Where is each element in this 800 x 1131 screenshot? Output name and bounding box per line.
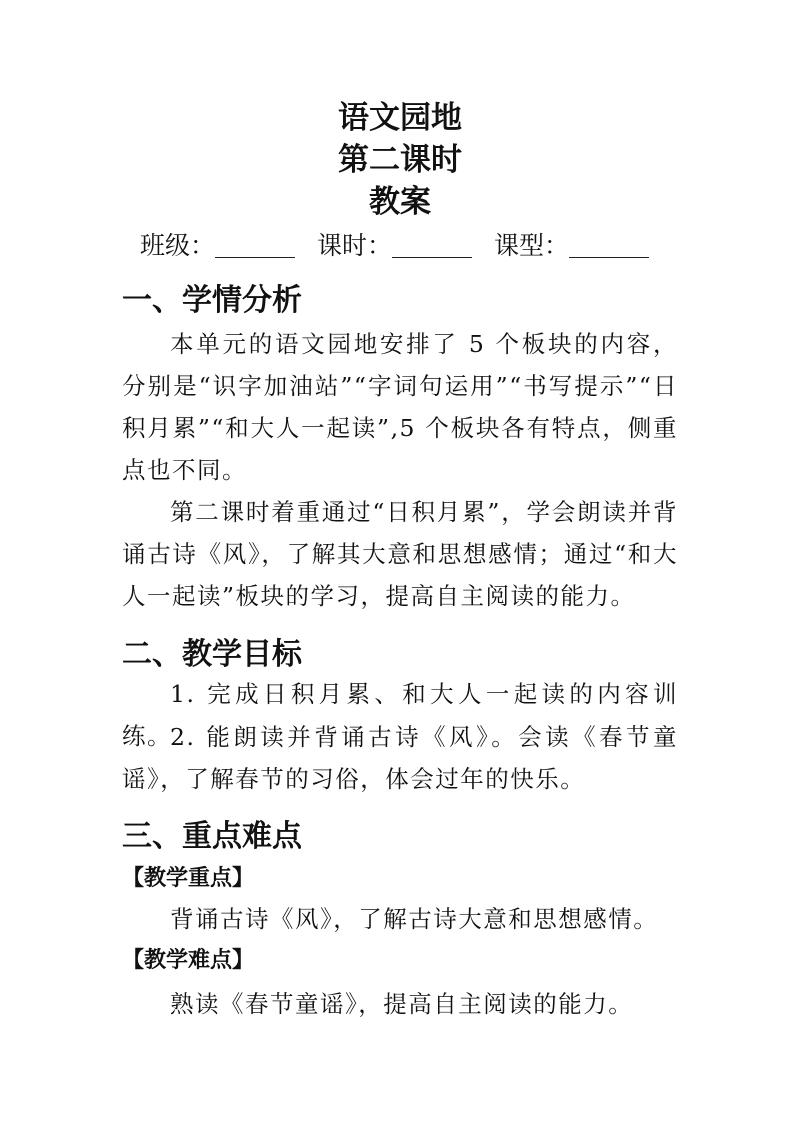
info-row	[140, 226, 680, 266]
analysis-paragraph-2: 第二课时着重通过“日积月累”，学会朗读并背诵古诗《风》，了解其大意和思想感情；通过“和大人一起读”板块的学习，提高自主阅读的能力。	[122, 498, 678, 610]
goal-item-2: 2. 能朗读并背诵古诗《风》。会读《春节童谣》，了解春节的习俗，体会过年的快乐。	[122, 723, 678, 793]
difficulty-label: 【教学难点】	[122, 948, 255, 973]
goal-item-1: 1. 完成日积月累、和大人一起读的内容训练。	[122, 680, 678, 750]
period-label: 课时：	[316, 231, 392, 260]
section-heading-goals: 二、教学目标	[122, 637, 302, 672]
class-label: 班级：	[140, 231, 216, 260]
section-heading-key-points: 三、重点难点	[122, 819, 302, 854]
type-field	[494, 226, 649, 266]
title-line-3: 教案	[369, 184, 431, 220]
type-label: 课型：	[493, 231, 569, 260]
class-field	[140, 226, 295, 266]
title-line-2: 第二课时	[338, 142, 462, 178]
key-point-label: 【教学重点】	[122, 866, 255, 891]
section-heading-analysis: 一、学情分析	[122, 283, 302, 318]
title-line-1: 语文园地	[338, 100, 462, 136]
period-field	[317, 226, 472, 266]
class-blank	[215, 229, 295, 258]
type-blank	[569, 229, 649, 258]
key-point-text: 背诵古诗《风》，了解古诗大意和思想感情。	[170, 905, 659, 933]
difficulty-text: 熟读《春节童谣》，提高自主阅读的能力。	[170, 990, 634, 1018]
period-blank	[392, 229, 472, 258]
analysis-paragraph-1: 本单元的语文园地安排了 5 个板块的内容，分别是“识字加油站”“字词句运用”“书写提示”“日积月累”“和大人一起读”,5 个板块各有特点，侧重点也不同。	[122, 330, 678, 484]
